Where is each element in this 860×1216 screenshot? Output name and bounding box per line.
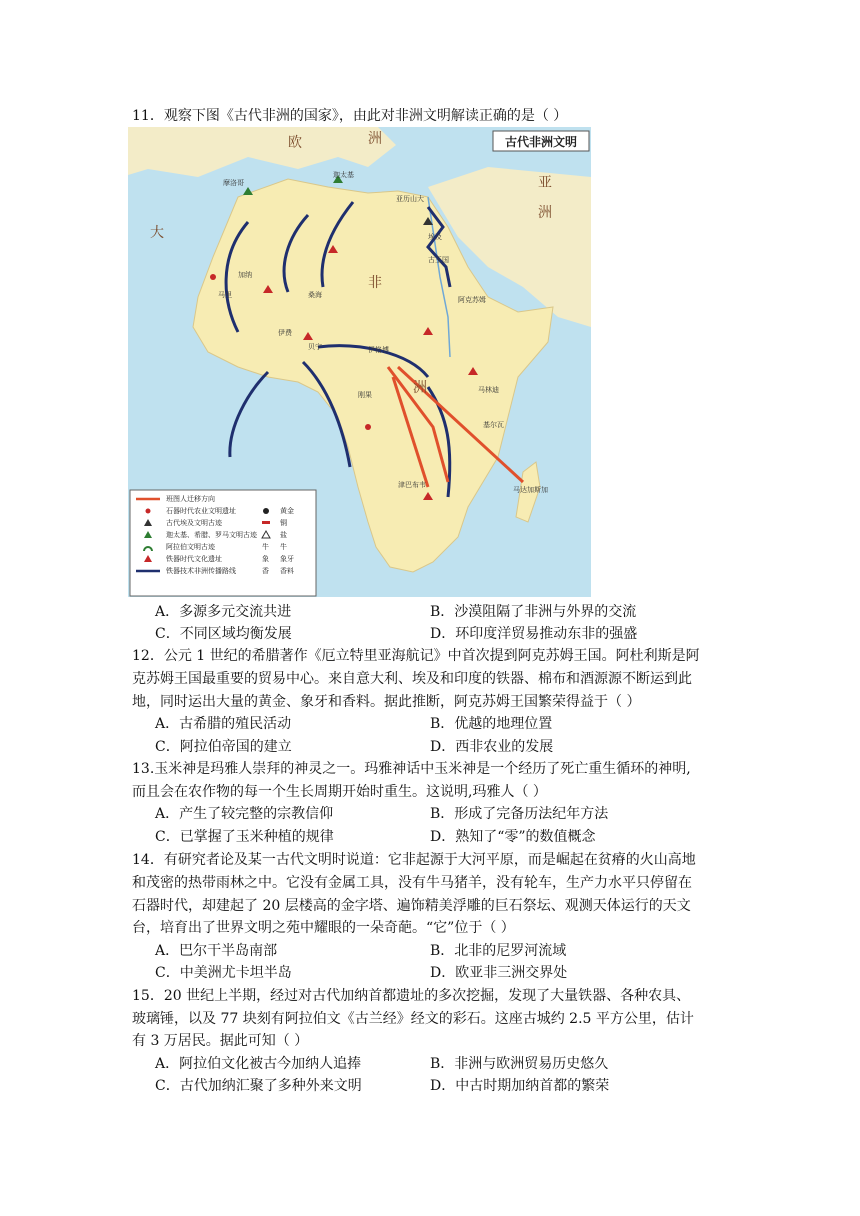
legend-stone-age: 石器时代农业文明遗址 <box>166 508 236 515</box>
place-carthage: 迦太基 <box>333 172 354 179</box>
legend-cattle: 牛 <box>280 544 287 551</box>
legend-gold: 黄金 <box>280 508 294 515</box>
q13-option-b: B．形成了完备历法纪年方法 <box>430 806 609 822</box>
q15-option-a: A．阿拉伯文化被古今加纳人追捧 <box>155 1056 362 1072</box>
place-kilwa: 基尔瓦 <box>483 422 504 429</box>
q15-line-1: 15．20 世纪上半期，经过对古代加纳首都遗址的多次挖掘，发现了大量铁器、各种农具、 <box>132 988 691 1004</box>
q14-line-4: 台，培育出了世界文明之苑中耀眼的一朵奇葩。“它”位于（ ） <box>132 920 515 936</box>
q15-option-b: B．非洲与欧洲贸易历史悠久 <box>430 1056 609 1072</box>
label-africa-2: 洲 <box>413 379 427 395</box>
place-madagascar: 马达加斯加 <box>513 487 548 494</box>
place-songhai: 桑海 <box>308 292 322 299</box>
legend-elephant-icon: 象 <box>262 556 269 563</box>
place-zimbabwe: 津巴布韦 <box>398 482 426 489</box>
q11-option-d: D．环印度洋贸易推动东非的强盛 <box>430 626 638 642</box>
q13-line-1: 13.玉米神是玛雅人崇拜的神灵之一。玛雅神话中玉米神是一个经历了死亡重生循环的神明, <box>132 761 691 777</box>
label-africa-1: 非 <box>368 274 382 290</box>
q15-line-3: 有 3 万居民。据此可知（ ） <box>132 1033 309 1049</box>
legend-cattle-icon: 牛 <box>262 544 269 551</box>
label-europe-2: 洲 <box>368 130 382 146</box>
q14-option-a: A．巴尔干半岛南部 <box>155 943 278 959</box>
legend-arab: 阿拉伯文明古迹 <box>166 544 215 551</box>
q12-option-b: B．优越的地理位置 <box>430 716 553 732</box>
label-asia-1: 亚 <box>538 174 552 190</box>
legend-carthage: 迦太基、希腊、罗马文明古迹 <box>166 532 257 539</box>
q13-option-a: A．产生了较完整的宗教信仰 <box>155 806 334 822</box>
q14-option-c: C．中美洲尤卡坦半岛 <box>155 965 292 981</box>
legend-iron-age: 铁器时代文化遗址 <box>166 556 222 563</box>
q14-line-1: 14．有研究者论及某一古代文明时说道：它非起源于大河平原，而是崛起在贫瘠的火山高地 <box>132 852 696 868</box>
map-title: 古代非洲文明 <box>504 135 578 149</box>
q12-option-c: C．阿拉伯帝国的建立 <box>155 739 292 755</box>
q14-option-d: D．欧亚非三洲交界处 <box>430 965 568 981</box>
place-old-kingdom: 古王国 <box>428 257 449 264</box>
place-congo: 刚果 <box>358 392 372 399</box>
legend-bantu: 班图人迁移方向 <box>166 496 215 503</box>
ancient-africa-map <box>128 127 591 597</box>
place-benin: 贝宁 <box>308 344 322 351</box>
legend-spice: 香料 <box>280 568 294 575</box>
legend-iron-route: 铁器技术非洲传播路线 <box>166 568 236 575</box>
q15-line-2: 玻璃锤，以及 77 块刻有阿拉伯文《古兰经》经文的彩石。这座古城约 2.5 平方公里，估计 <box>132 1011 694 1027</box>
q13-line-2: 而且会在农作物的每一个生长周期开始时重生。这说明,玛雅人（ ） <box>132 784 547 800</box>
q12-line-3: 地，同时运出大量的黄金、象牙和香料。据此推断，阿克苏姆王国繁荣得益于（ ） <box>132 694 641 710</box>
q12-option-a: A．古希腊的殖民活动 <box>155 716 292 732</box>
place-igbo: 伊格博 <box>368 347 389 354</box>
place-malindi: 马林迪 <box>478 387 499 394</box>
legend-spice-icon: 香 <box>262 568 269 575</box>
q15-option-c: C．古代加纳汇聚了多种外来文明 <box>155 1078 362 1094</box>
place-aksum: 阿克苏姆 <box>458 297 486 304</box>
q11-option-a: A．多源多元交流共进 <box>155 604 292 620</box>
legend-egypt: 古代埃及文明古迹 <box>166 520 222 527</box>
label-asia-2: 洲 <box>538 204 552 220</box>
q14-line-2: 和茂密的热带雨林之中。它没有金属工具，没有牛马猪羊，没有轮车，生产力水平只停留在 <box>132 875 692 891</box>
q13-option-d: D．熟知了“零”的数值概念 <box>430 829 596 845</box>
q14-line-3: 石器时代，却建起了 20 层楼高的金字塔、遍饰精美浮雕的巨石祭坛、观测天体运行的天文 <box>132 898 691 914</box>
q12-line-1: 12．公元 1 世纪的希腊著作《厄立特里亚海航记》中首次提到阿克苏姆王国。阿杜利斯是阿 <box>132 648 700 664</box>
label-europe-1: 欧 <box>288 134 302 150</box>
q13-option-c: C．已掌握了玉米种植的规律 <box>155 829 334 845</box>
place-alexandria: 亚历山大 <box>396 196 424 203</box>
q12-option-d: D．西非农业的发展 <box>430 739 554 755</box>
q12-line-2: 克苏姆王国最重要的贸易中心。来自意大利、埃及和印度的铁器、棉布和酒源源不断运到此 <box>132 671 692 687</box>
place-morocco: 摩洛哥 <box>223 180 244 187</box>
label-atlantic: 大 <box>150 224 164 240</box>
place-ghana: 加纳 <box>238 272 252 279</box>
q11-stem: 11．观察下图《古代非洲的国家》，由此对非洲文明解读正确的是（ ） <box>132 108 568 124</box>
q11-option-b: B．沙漠阻隔了非洲与外界的交流 <box>430 604 637 620</box>
q11-option-c: C．不同区域均衡发展 <box>155 626 292 642</box>
q15-option-d: D．中古时期加纳首都的繁荣 <box>430 1078 610 1094</box>
legend-salt: 盐 <box>280 532 287 539</box>
legend-copper: 铜 <box>280 520 287 527</box>
q14-option-b: B．北非的尼罗河流域 <box>430 943 567 959</box>
place-egypt: 埃及 <box>428 234 442 241</box>
place-mali: 马里 <box>218 292 232 299</box>
legend-ivory: 象牙 <box>280 556 294 563</box>
place-ife: 伊费 <box>278 330 292 337</box>
